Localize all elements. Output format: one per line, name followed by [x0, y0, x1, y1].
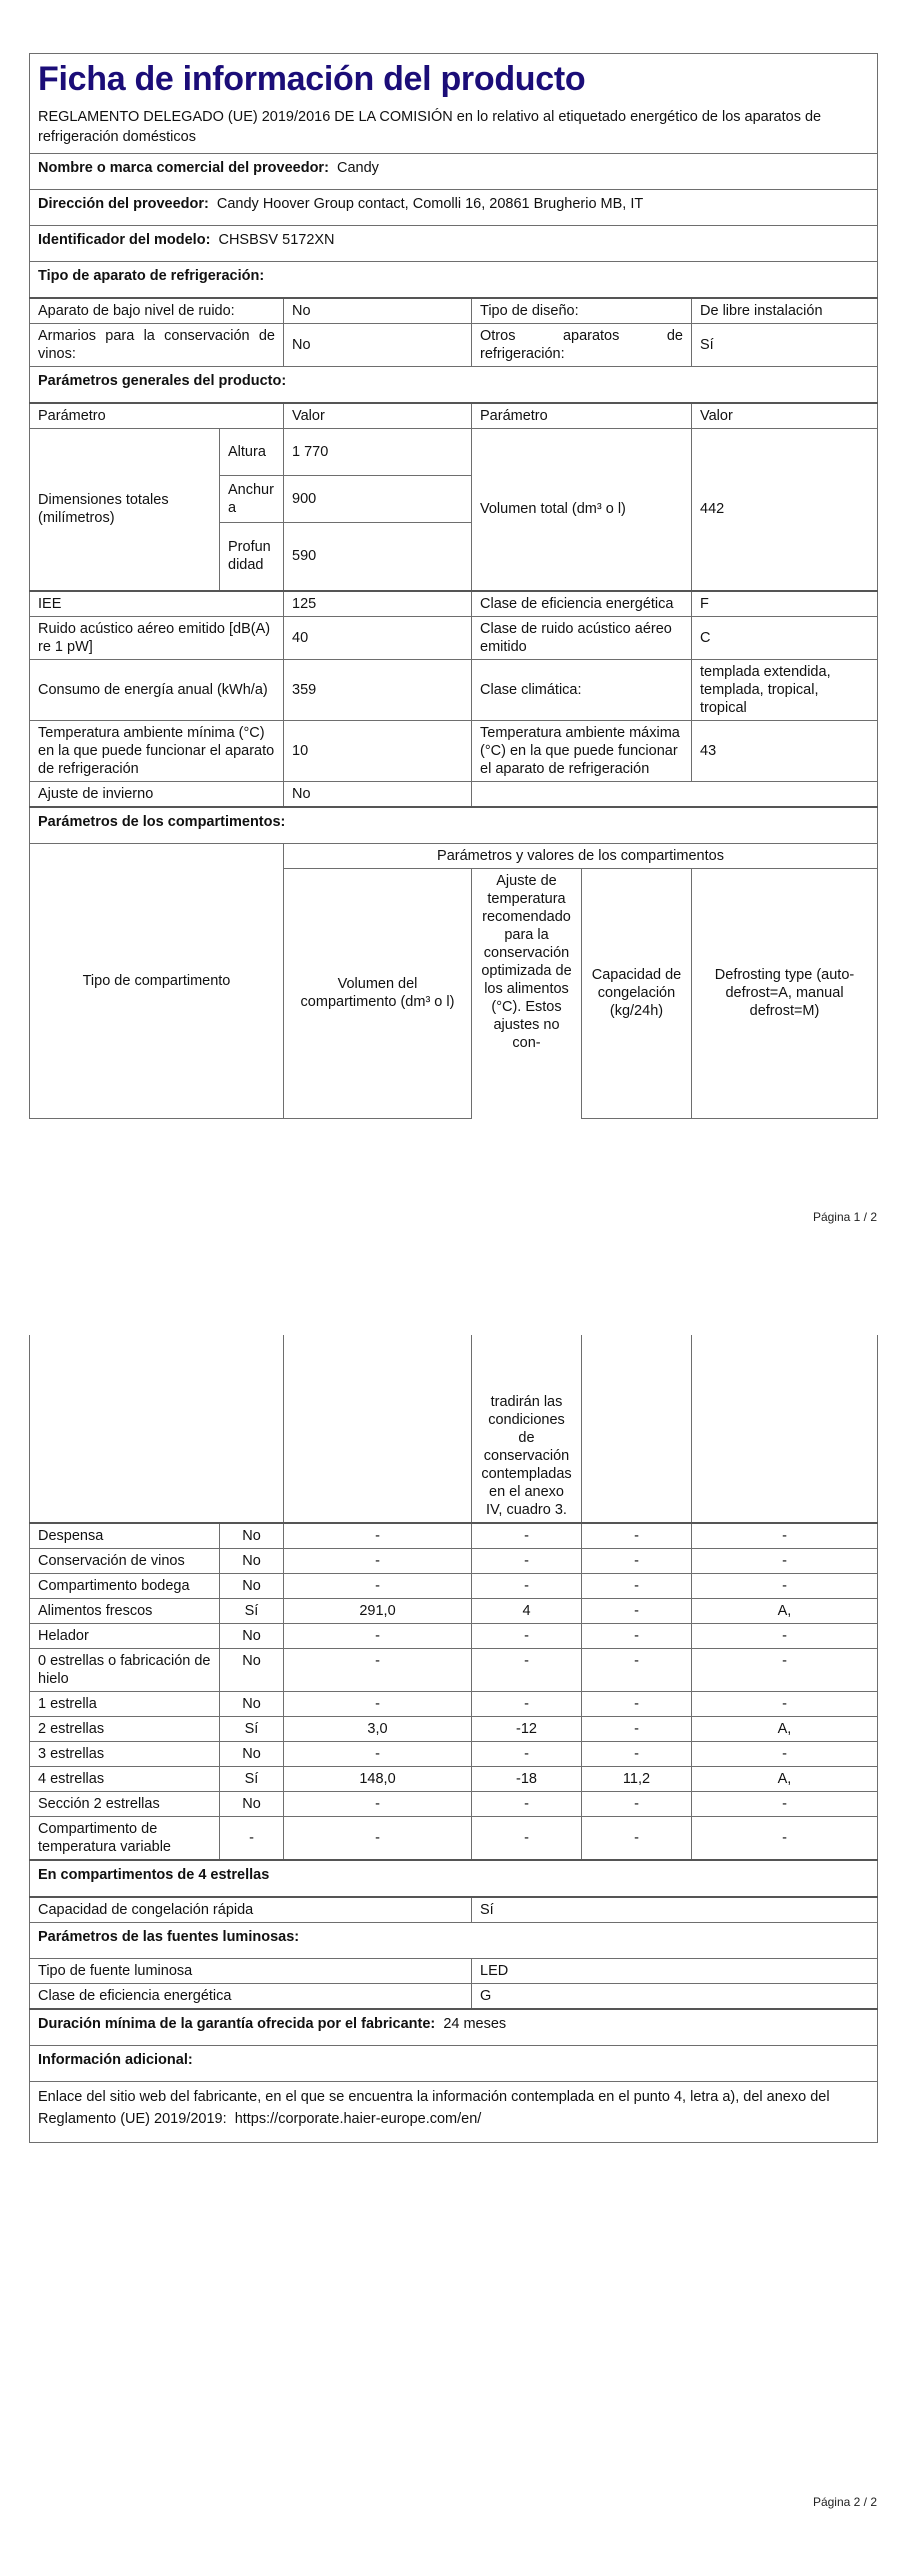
compartment-present: No: [220, 1692, 284, 1717]
compartment-present: No: [220, 1523, 284, 1549]
compartment-freezing-capacity: -: [582, 1742, 692, 1767]
compartment-defrost-type: -: [692, 1523, 878, 1549]
width-label: Anchura: [220, 476, 284, 523]
compartment-present: Sí: [220, 1767, 284, 1792]
col-freezing-cont: [582, 1335, 692, 1523]
design-value: De libre instalación: [692, 298, 878, 324]
compartment-temperature: -: [472, 1792, 582, 1817]
regulation-text: REGLAMENTO DELEGADO (UE) 2019/2016 DE LA COMISIÓN en lo relativo al etiquetado energético de los aparatos de refrigeración domésticos: [30, 104, 878, 154]
compartment-volume: -: [284, 1523, 472, 1549]
compartment-row: [30, 1792, 878, 1817]
winter-label: Ajuste de invierno: [30, 781, 284, 807]
compartment-freezing-capacity: -: [582, 1574, 692, 1599]
compartment-present: -: [220, 1817, 284, 1861]
page-number-1: Página 1 / 2: [812, 1210, 877, 1224]
light-class-label: Clase de eficiencia energética: [30, 1984, 472, 2010]
max-temp-label: Temperatura ambiente máxima (°C) en la que puede funcionar el aparato de refrigeración: [472, 720, 692, 781]
compartment-temperature: -: [472, 1817, 582, 1861]
height-label: Altura: [220, 429, 284, 476]
compartment-row: [30, 1599, 878, 1624]
consumption-label: Consumo de energía anual (kWh/a): [30, 659, 284, 720]
compartment-temperature: -: [472, 1549, 582, 1574]
noise-class-label: Clase de ruido acústico aéreo emitido: [472, 616, 692, 659]
compartment-temperature: -: [472, 1574, 582, 1599]
compartment-present: No: [220, 1574, 284, 1599]
compartment-rows: [30, 1523, 878, 1860]
col-compartment-type-cont: [30, 1335, 284, 1523]
depth-value: 590: [284, 523, 472, 591]
compartment-row: [30, 1742, 878, 1767]
compartment-defrost-type: -: [692, 1792, 878, 1817]
compartment-defrost-type: -: [692, 1649, 878, 1692]
compartment-name: Conservación de vinos: [30, 1549, 220, 1574]
compartment-freezing-capacity: -: [582, 1792, 692, 1817]
depth-label: Profundidad: [220, 523, 284, 591]
compartment-defrost-type: -: [692, 1817, 878, 1861]
product-info-table-page-1: [29, 53, 878, 1119]
col-temperature-part1: Ajuste de temperatura recomendado para la conservación optimizada de los alimentos (°C). Estos ajustes no con-: [472, 868, 582, 1118]
compartment-row: [30, 1649, 878, 1692]
compartment-volume: -: [284, 1574, 472, 1599]
col-param-1: Parámetro: [30, 403, 284, 429]
climate-label: Clase climática:: [472, 659, 692, 720]
energy-class-label: Clase de eficiencia energética: [472, 591, 692, 617]
eei-label: IEE: [30, 591, 284, 617]
compartment-name: 4 estrellas: [30, 1767, 220, 1792]
compartment-present: Sí: [220, 1717, 284, 1742]
model-label: Identificador del modelo:: [38, 232, 211, 248]
compartment-freezing-capacity: -: [582, 1523, 692, 1549]
compartment-name: Helador: [30, 1624, 220, 1649]
eei-value: 125: [284, 591, 472, 617]
compartment-freezing-capacity: -: [582, 1599, 692, 1624]
compartment-freezing-capacity: -: [582, 1717, 692, 1742]
compartment-temperature: -18: [472, 1767, 582, 1792]
compartments-heading: Parámetros de los compartimentos:: [30, 807, 878, 844]
four-star-heading: En compartimentos de 4 estrellas: [30, 1860, 878, 1897]
compartment-row: [30, 1692, 878, 1717]
noise-class-value: C: [692, 616, 878, 659]
min-temp-value: 10: [284, 720, 472, 781]
fast-freeze-label: Capacidad de congelación rápida: [30, 1897, 472, 1923]
additional-info-heading: Información adicional:: [30, 2046, 878, 2082]
dimensions-label: Dimensiones totales (milímetros): [30, 429, 220, 591]
compartment-name: Compartimento bodega: [30, 1574, 220, 1599]
compartment-row: [30, 1574, 878, 1599]
empty-cell: [472, 781, 878, 807]
compartment-name: 3 estrellas: [30, 1742, 220, 1767]
compartment-volume: 291,0: [284, 1599, 472, 1624]
height-value: 1 770: [284, 429, 472, 476]
total-volume-value: 442: [692, 429, 878, 591]
compartment-freezing-capacity: -: [582, 1692, 692, 1717]
compartment-present: No: [220, 1549, 284, 1574]
compartment-present: No: [220, 1792, 284, 1817]
compartment-defrost-type: -: [692, 1549, 878, 1574]
compartment-row: [30, 1624, 878, 1649]
compartment-name: Alimentos frescos: [30, 1599, 220, 1624]
compartment-defrost-type: A,: [692, 1717, 878, 1742]
supplier-name-label: Nombre o marca comercial del proveedor:: [38, 160, 329, 176]
compartment-temperature: -12: [472, 1717, 582, 1742]
light-class-value: G: [472, 1984, 878, 2010]
product-info-table-page-2: [29, 1335, 878, 2143]
compartment-defrost-type: A,: [692, 1599, 878, 1624]
compartment-temperature: -: [472, 1649, 582, 1692]
model-row: [30, 226, 878, 262]
compartment-freezing-capacity: -: [582, 1624, 692, 1649]
compartment-freezing-capacity: -: [582, 1817, 692, 1861]
compartment-volume: 3,0: [284, 1717, 472, 1742]
climate-value: templada extendida, templada, tropical, tropical: [692, 659, 878, 720]
manufacturer-url-link[interactable]: https://corporate.haier-europe.com/en/: [234, 2111, 482, 2127]
compartment-volume: -: [284, 1817, 472, 1861]
max-temp-value: 43: [692, 720, 878, 781]
compartment-row: [30, 1817, 878, 1861]
col-volume-cont: [284, 1335, 472, 1523]
other-label: Otros aparatos de refrigeración:: [472, 324, 692, 367]
compartment-present: No: [220, 1649, 284, 1692]
compartment-name: 1 estrella: [30, 1692, 220, 1717]
compartment-row: [30, 1767, 878, 1792]
wine-value: No: [284, 324, 472, 367]
compartment-present: No: [220, 1624, 284, 1649]
compartment-name: 0 estrellas o fabricación de hielo: [30, 1649, 220, 1692]
compartment-name: Compartimento de temperatura variable: [30, 1817, 220, 1861]
compartment-name: Sección 2 estrellas: [30, 1792, 220, 1817]
compartment-temperature: -: [472, 1624, 582, 1649]
compartment-present: Sí: [220, 1599, 284, 1624]
supplier-name: Candy: [336, 160, 379, 176]
compartment-volume: -: [284, 1624, 472, 1649]
compartment-volume: -: [284, 1742, 472, 1767]
col-defrost-type: Defrosting type (auto-defrost=A, manual defrost=M): [692, 868, 878, 1118]
fast-freeze-value: Sí: [472, 1897, 878, 1923]
supplier-address: Candy Hoover Group contact, Comolli 16, 20861 Brugherio MB, IT: [216, 196, 644, 212]
col-volume: Volumen del compartimento (dm³ o l): [284, 868, 472, 1118]
col-param-2: Parámetro: [472, 403, 692, 429]
compartment-temperature: -: [472, 1523, 582, 1549]
compartment-defrost-type: -: [692, 1692, 878, 1717]
additional-info-row: [30, 2082, 878, 2143]
col-value-2: Valor: [692, 403, 878, 429]
col-temperature-part2: tradirán las condiciones de conservación contempladas en el anexo IV, cuadro 3.: [472, 1335, 582, 1523]
low-noise-label: Aparato de bajo nivel de ruido:: [30, 298, 284, 324]
compartment-volume: -: [284, 1692, 472, 1717]
page-2: [0, 1335, 906, 2560]
compartment-temperature: 4: [472, 1599, 582, 1624]
compartment-defrost-type: -: [692, 1574, 878, 1599]
light-type-value: LED: [472, 1959, 878, 1984]
warranty-value: 24 meses: [443, 2016, 507, 2032]
compartment-volume: -: [284, 1792, 472, 1817]
appliance-type-heading: Tipo de aparato de refrigeración:: [30, 262, 878, 299]
consumption-value: 359: [284, 659, 472, 720]
compartment-freezing-capacity: -: [582, 1649, 692, 1692]
compartment-row: [30, 1717, 878, 1742]
light-type-label: Tipo de fuente luminosa: [30, 1959, 472, 1984]
compartment-volume: 148,0: [284, 1767, 472, 1792]
compartment-freezing-capacity: 11,2: [582, 1767, 692, 1792]
supplier-address-label: Dirección del proveedor:: [38, 196, 209, 212]
col-compartment-type: Tipo de compartimento: [30, 843, 284, 1118]
design-label: Tipo de diseño:: [472, 298, 692, 324]
compartment-defrost-type: A,: [692, 1767, 878, 1792]
compartment-row: [30, 1523, 878, 1549]
col-defrost-cont: [692, 1335, 878, 1523]
width-value: 900: [284, 476, 472, 523]
compartment-freezing-capacity: -: [582, 1549, 692, 1574]
title-cell: [30, 54, 878, 105]
additional-info-text: Enlace del sitio web del fabricante, en el que se encuentra la información contemplada en el punto 4, letra a), del anexo del Reglamento (UE) 2019/2019:: [38, 2089, 830, 2127]
compartment-defrost-type: -: [692, 1624, 878, 1649]
total-volume-label: Volumen total (dm³ o l): [472, 429, 692, 591]
wine-label: Armarios para la conservación de vinos:: [30, 324, 284, 367]
light-heading: Parámetros de las fuentes luminosas:: [30, 1923, 878, 1959]
warranty-label: Duración mínima de la garantía ofrecida por el fabricante:: [38, 2016, 436, 2032]
compartments-group-header: Parámetros y valores de los compartimentos: [284, 843, 878, 868]
other-value: Sí: [692, 324, 878, 367]
model-identifier: CHSBSV 5172XN: [218, 232, 335, 248]
compartment-name: 2 estrellas: [30, 1717, 220, 1742]
compartment-volume: -: [284, 1549, 472, 1574]
low-noise-value: No: [284, 298, 472, 324]
page-1: [0, 0, 906, 1260]
warranty-row: [30, 2009, 878, 2046]
compartment-volume: -: [284, 1649, 472, 1692]
compartment-temperature: -: [472, 1742, 582, 1767]
compartment-present: No: [220, 1742, 284, 1767]
min-temp-label: Temperatura ambiente mínima (°C) en la que puede funcionar el aparato de refrigeración: [30, 720, 284, 781]
compartment-temperature: -: [472, 1692, 582, 1717]
compartment-defrost-type: -: [692, 1742, 878, 1767]
winter-value: No: [284, 781, 472, 807]
col-freezing-capacity: Capacidad de congelación (kg/24h): [582, 868, 692, 1118]
energy-class-value: F: [692, 591, 878, 617]
compartment-name: Despensa: [30, 1523, 220, 1549]
page-number-2: Página 2 / 2: [812, 2495, 877, 2509]
supplier-name-row: [30, 154, 878, 190]
col-value-1: Valor: [284, 403, 472, 429]
supplier-address-row: [30, 190, 878, 226]
page-title: Ficha de información del producto: [38, 60, 586, 98]
noise-value: 40: [284, 616, 472, 659]
noise-label: Ruido acústico aéreo emitido [dB(A) re 1 pW]: [30, 616, 284, 659]
compartment-row: [30, 1549, 878, 1574]
general-params-heading: Parámetros generales del producto:: [30, 367, 878, 404]
